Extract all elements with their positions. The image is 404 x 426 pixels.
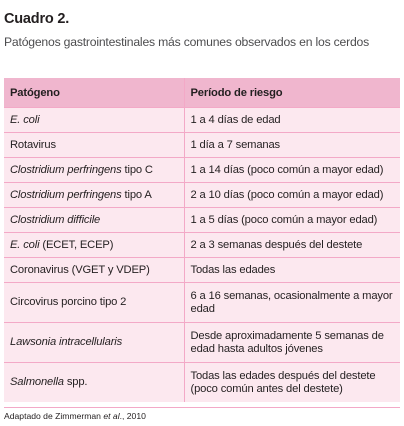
table-title: Cuadro 2. (4, 11, 70, 27)
table-row (4, 133, 400, 158)
header-risk-period: Período de riesgo (184, 78, 400, 108)
table-bottom-rule (4, 407, 400, 408)
risk-cell: 1 a 4 días de edad (184, 108, 400, 133)
table-row (4, 258, 400, 283)
risk-cell: Desde aproximadamente 5 semanas de edad hasta adultos jóvenes (184, 323, 400, 363)
pathogen-rest: Rotavirus (10, 138, 56, 151)
pathogen-cell (4, 233, 184, 258)
risk-cell: 1 a 14 días (poco común a mayor edad) (184, 158, 400, 183)
pathogen-rest: tipo A (121, 188, 152, 201)
pathogen-cell (4, 108, 184, 133)
pathogen-cell (4, 208, 184, 233)
table-row (4, 363, 400, 403)
pathogen-table (4, 78, 400, 402)
source-prefix: Adaptado de Zimmerman (4, 411, 104, 421)
pathogen-rest: Coronavirus (VGET y VDEP) (10, 263, 150, 276)
table-header-row (4, 78, 400, 108)
risk-cell: 6 a 16 semanas, ocasionalmente a mayor edad (184, 283, 400, 323)
table-row (4, 158, 400, 183)
pathogen-cell (4, 183, 184, 208)
table-row (4, 233, 400, 258)
pathogen-rest: (ECET, ECEP) (39, 238, 114, 251)
source-italic: et al (103, 411, 120, 421)
table-row (4, 183, 400, 208)
table-row (4, 323, 400, 363)
risk-cell: 2 a 3 semanas después del destete (184, 233, 400, 258)
source-note (4, 411, 146, 421)
header-pathogen: Patógeno (4, 78, 184, 108)
risk-cell: Todas las edades después del destete (poco común antes del destete) (184, 363, 400, 403)
pathogen-cell (4, 283, 184, 323)
source-suffix: ., 2010 (119, 411, 146, 421)
pathogen-cell (4, 323, 184, 363)
pathogen-cell (4, 158, 184, 183)
risk-cell: Todas las edades (184, 258, 400, 283)
pathogen-cell (4, 363, 184, 403)
table-row (4, 108, 400, 133)
pathogen-rest: Circovirus porcino tipo 2 (10, 296, 127, 308)
table-row (4, 208, 400, 233)
risk-cell: 1 día a 7 semanas (184, 133, 400, 158)
pathogen-rest: tipo C (121, 163, 153, 176)
pathogen-cell (4, 258, 184, 283)
risk-cell: 1 a 5 días (poco común a mayor edad) (184, 208, 400, 233)
table-subtitle: Patógenos gastrointestinales más comunes observados en los cerdos (4, 35, 370, 49)
pathogen-cell (4, 133, 184, 158)
pathogen-rest: spp. (63, 376, 88, 388)
pathogen-italic: E. coli (10, 238, 40, 251)
table-row (4, 283, 400, 323)
pathogen-italic: E. coli (10, 113, 40, 126)
risk-cell: 2 a 10 días (poco común a mayor edad) (184, 183, 400, 208)
pathogen-italic: Clostridium perfringens (10, 163, 122, 176)
pathogen-italic: Clostridium difficile (10, 213, 101, 226)
pathogen-italic: Lawsonia intracellularis (10, 336, 123, 348)
pathogen-italic: Clostridium perfringens (10, 188, 122, 201)
pathogen-italic: Salmonella (10, 376, 64, 388)
